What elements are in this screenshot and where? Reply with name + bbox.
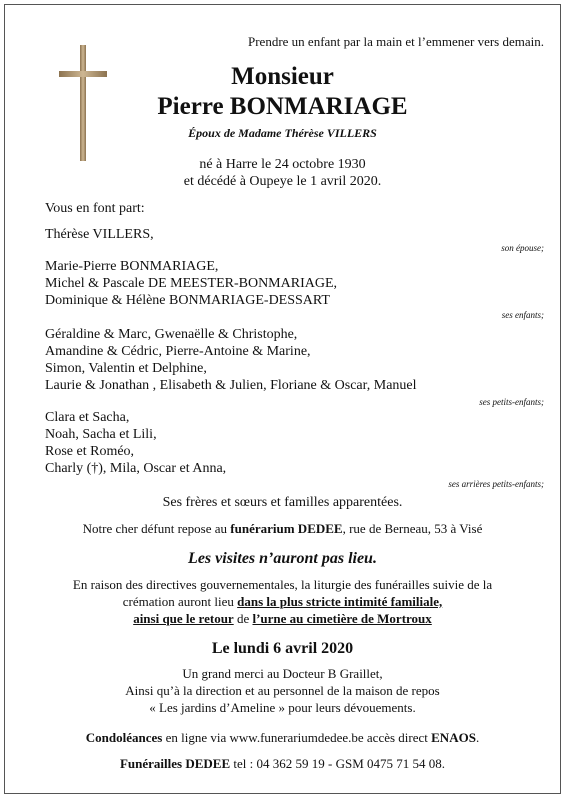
deceased-name: Pierre BONMARIAGE (157, 93, 408, 120)
epigraph-quote: Prendre un enfant par la main et l’emmener vers demain. (248, 34, 544, 49)
child-line: Dominique & Hélène BONMARIAGE-DESSART (45, 293, 330, 308)
great-grandchild-line: Noah, Sacha et Lili, (45, 427, 157, 442)
thanks-line: « Les jardins d’Ameline » pour leurs dévouements. (149, 700, 416, 715)
grandchild-line: Simon, Valentin et Delphine, (45, 361, 207, 376)
grandchild-line: Géraldine & Marc, Gwenaëlle & Christophe, (45, 327, 298, 342)
birth-line: né à Harre le 24 octobre 1930 (199, 157, 366, 172)
siblings-line: Ses frères et sœurs et familles apparentées. (162, 495, 403, 510)
repose-line: Notre cher défunt repose au funérarium DEDEE, rue de Berneau, 53 à Visé (82, 521, 483, 536)
condolences-line: Condoléances en ligne via www.funerariumdedee.be accès direct ENAOS. (85, 730, 480, 745)
great-grandchild-line: Charly (†), Mila, Oscar et Anna, (45, 461, 227, 476)
great-grandchildren-role: ses arrières petits-enfants; (448, 479, 544, 489)
intimacy-emphasis: dans la plus stricte intimité familiale, (237, 594, 443, 609)
funeral-home-line: Funérailles DEDEE tel : 04 362 59 19 - GSM 0475 71 54 08. (119, 756, 446, 771)
spouse-line: Époux de Madame Thérèse VILLERS (188, 126, 377, 140)
great-grandchild-line: Clara et Sacha, (45, 410, 130, 425)
access-code: ENAOS (431, 730, 476, 745)
spouse-role: son épouse; (501, 243, 544, 253)
grandchild-line: Amandine & Cédric, Pierre-Antoine & Marine, (45, 344, 311, 359)
liturgy-line-2: crémation auront lieu dans la plus stricte intimité familiale, (122, 594, 443, 609)
great-grandchild-line: Rose et Roméo, (45, 444, 135, 459)
child-line: Michel & Pascale DE MEESTER-BONMARIAGE, (45, 276, 338, 291)
children-role: ses enfants; (501, 310, 544, 320)
thanks-line: Ainsi qu’à la direction et au personnel de la maison de repos (125, 683, 440, 698)
ceremony-date: Le lundi 6 avril 2020 (211, 640, 354, 657)
spouse-name: Thérèse VILLERS, (45, 227, 154, 242)
obituary-card (4, 4, 561, 794)
deceased-title: Monsieur (231, 63, 334, 90)
thanks-line: Un grand merci au Docteur B Graillet, (182, 666, 383, 681)
child-line: Marie-Pierre BONMARIAGE, (45, 259, 219, 274)
visits-notice: Les visites n’auront pas lieu. (188, 550, 377, 567)
liturgy-line-1: En raison des directives gouvernementales, la liturgie des funérailles suivie de la (72, 577, 493, 592)
grandchild-line: Laurie & Jonathan , Elisabeth & Julien, Floriane & Oscar, Manuel (45, 378, 417, 393)
intro-line: Vous en font part: (45, 201, 145, 216)
funerarium-name: funérarium DEDEE (230, 521, 343, 536)
grandchildren-role: ses petits-enfants; (479, 397, 544, 407)
liturgy-line-3: ainsi que le retour de l’urne au cimetière de Mortroux (133, 611, 432, 626)
death-line: et décédé à Oupeye le 1 avril 2020. (183, 174, 382, 189)
